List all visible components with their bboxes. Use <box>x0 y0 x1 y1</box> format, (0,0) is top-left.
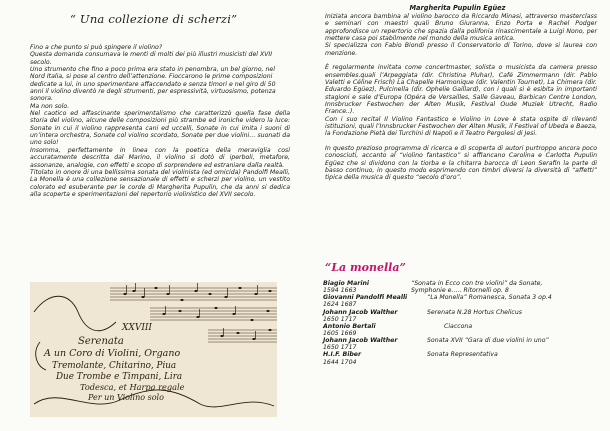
composer-dates: 1594 1663 <box>323 287 357 295</box>
left-paragraph: Fino a che punto si può spingere il violino? <box>30 44 163 51</box>
left-paragraph: Insomma, perfettamente in linea con la poetica della meraviglia così accuratamente descritta dal Marino, il violino si dotò di iperboli, metafore, assonanze, analogie, con effetti e scopo di sorprendere ed estraniare dalla realtà. <box>30 146 290 169</box>
composer-dates: 1650 1717 <box>323 315 357 323</box>
manuscript-line: A un Coro di Violini, Organo <box>44 348 181 359</box>
left-paragraph: Ma non solo. <box>30 102 70 110</box>
bio-paragraph: Iniziata ancora bambina al violino barocco da Riccardo Minasi, attraverso masterclass e seminari con maestri quali Bruno Giuranna, Enzo Porta e Rachel Podger approfondisce un repertorio che spazia dalla polifonia rinascimentale a Luigi Nono, per mettere casa poi stabilmente nel mondo della musica antica. <box>325 13 597 43</box>
program-row <box>323 359 608 366</box>
manuscript-line: Todesca, et Harpa regale <box>80 382 185 392</box>
composer-name: Johann Jacob Walther <box>323 337 398 345</box>
composer-dates: 1650 1717 <box>323 344 357 352</box>
manuscript-line: Due Trombe e Timpani, Lira <box>56 372 183 382</box>
right-title: Margherita Pupulin Egüez <box>409 4 506 12</box>
program-title: “La monella” <box>325 261 406 274</box>
staff-lines <box>110 288 277 342</box>
manuscript-line: Per un Violino solo <box>88 393 164 402</box>
composer-name: Antonio Bertali <box>323 322 376 330</box>
manuscript-line: Serenata <box>78 336 124 347</box>
program-list <box>323 280 608 366</box>
manuscript-illustration <box>30 282 277 417</box>
manuscript-line: Tremolante, Chitarino, Piua <box>52 361 177 371</box>
left-body <box>30 44 290 198</box>
work-title: “Sonata in Ecco con tre violini” da Sonate, <box>411 280 543 287</box>
work-title: Symphonie e….. Ritornelli op. 8 <box>411 287 509 295</box>
program-row <box>323 301 608 308</box>
bio-paragraph: Con i suo recital Il Violino Fantastico e Violino in Love è stata ospite di rilevanti istituzioni, quali l’Innsbrucker Festwochen der Alten Musik, il Festival of Ubeda e Baeza, la Fondazione Pietà dei Turchini di Napoli e il Teatro Pergolesi di Jesi. <box>325 115 597 138</box>
work-title: Ciaccona <box>444 322 473 330</box>
bio-paragraph: In questo prezioso programma di ricerca e di scoperta di autori purtroppo ancora poco conosciuti, accanto al “violino fantastico” si affiancano Carolina e Carlotta Pupulin Egüez che si dividono con la tiorba e la chitarra barocca di Leon Serafin la parte di basso continuo, in questo modo esprimendo con timbri diversi la diversità di “affetti” tipica della musica di questo “secolo d’oro”. <box>325 145 597 182</box>
manuscript-numeral: XXVIII <box>122 323 152 333</box>
composer-name: H.I.F. Biber <box>323 351 362 359</box>
bio-paragraph: È regolarmente invitata come concertmaster, solista o musicista da camera presso ensembles.quali l’Arpeggiata (dir. Christina Pluhar), Café Zimmermann (dir. Pablo Valetti e Céline Frisch) La Chapelle Harmonique (dir. Valentin Tournet), La Chimera (dir. Eduardo Egüez), Pulcinella (dir. Ophelie Gaillard), con i quali si è esibita in importanti stagioni e sale d’Europa (Opéra de Versailles, Salle Gaveau, Barbican Centre London, Innsbrucker Festwochen der Alten Musik, Festival Oude Muziek Utrecht, Radio France..). <box>325 64 597 116</box>
left-title: “ Una collezione di scherzi” <box>70 12 238 26</box>
work-title: “La Monella” Romanesca, Sonata 3 op.4 <box>427 294 552 302</box>
composer-name: Johann Jacob Walther <box>323 308 398 316</box>
right-column <box>305 0 610 431</box>
work-title: Sonata Representativa <box>427 351 498 359</box>
program-row <box>323 351 608 358</box>
left-paragraph: Titolato in onore di una bellissima sonata del violinista (ed omicida) Pandolfi Mealli, La Monella è una collezione sensazionale di effetti e scherzi per violino, un vestito colorato ed esuberante per le corde di Margherita Pupulin, che da anni si dedica alla scoperta e sperimentazioni del repertorio violinistico del XVII secolo. <box>30 168 290 198</box>
manuscript-image <box>30 282 277 417</box>
right-body <box>325 13 597 182</box>
composer-dates: 1624 1687 <box>323 301 357 309</box>
program-row <box>323 316 608 323</box>
left-paragraph: Nel caotico ed affascinante sperimentalismo che caratterizzò quella fase della storia del violino, alcune delle composizioni più strambe ed ironiche videro la luce: Sonate in cui il violino rappresenta cani ed uccelli, Sonate in cui imita i suoni di un’intera orchestra, Sonate col violino scordato, Sonate per due violini… suonati da uno solo! <box>30 110 290 147</box>
program-row <box>323 323 608 330</box>
work-title: Serenata N.28 Hortus Chelicus <box>427 308 522 316</box>
program-row <box>323 294 608 301</box>
composer-dates: 1605 1669 <box>323 329 357 337</box>
program-row <box>323 337 608 344</box>
bio-paragraph: Si specializza con Fabio Biondi presso il Conservatorio di Torino, dove si laurea con menzione. <box>325 42 597 57</box>
work-title: Sonata XVII “Gara di due violini in uno” <box>427 337 549 345</box>
program-row <box>323 309 608 316</box>
left-paragraph: Uno strumento che fino a poco prima era stato in penombra, un bel giorno, nel Nord Italia, si pose al centro dell’attenzione. Fioccarono le prime composizioni dedicate a lui, in uno sperimentare affaccendato e senza timori e nel giro di 50 anni il violino diventò re degli strumenti, per espressività, virtuosismo, potenza sonora. <box>30 66 276 103</box>
composer-dates: 1644 1704 <box>323 358 357 366</box>
left-paragraph: Questa domanda consumava le menti di molti dei più illustri musicisti del XVII secolo. <box>30 51 273 66</box>
composer-name: Biagio Marini <box>323 280 369 287</box>
composer-name: Giovanni Pandolfi Mealli <box>323 294 408 302</box>
